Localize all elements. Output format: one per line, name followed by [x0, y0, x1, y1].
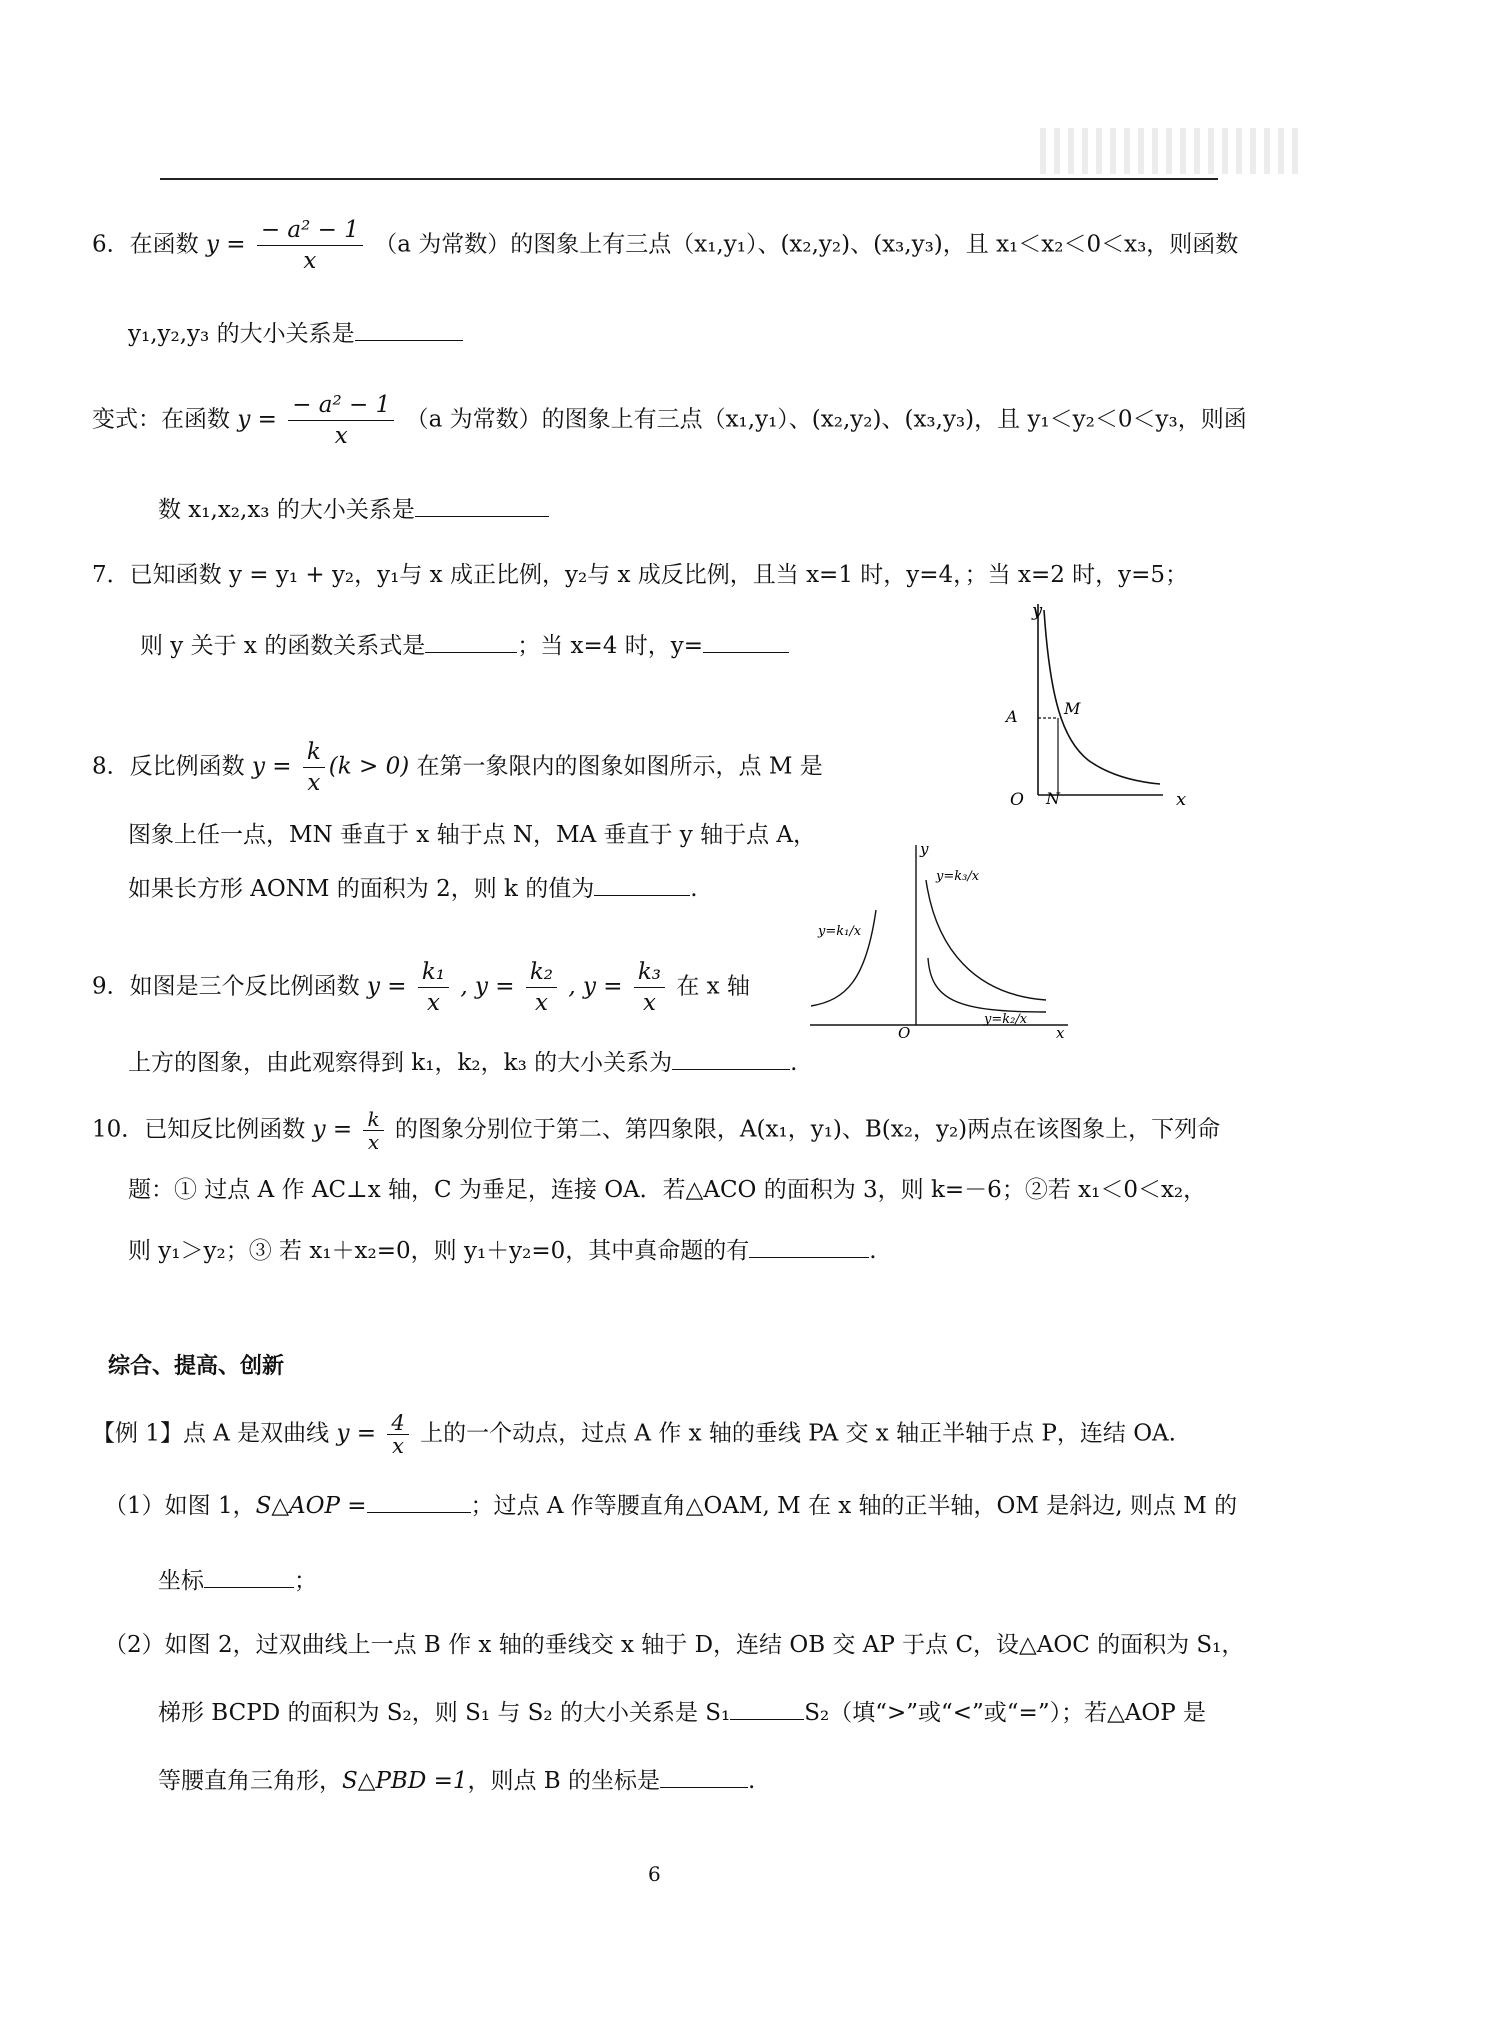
q8-lhs: y =	[251, 753, 292, 780]
q6-line2	[128, 318, 463, 349]
q8-m-label: M	[1064, 699, 1081, 718]
q9-fraction-3: $\frac{\text{k₃}}{x}$	[634, 957, 665, 1018]
q7-question-b: ；当 x=4 时，y=	[517, 633, 703, 659]
ex1-part2-question-b: S₂（填“>”或“<”或“=”）；若△AOP 是	[804, 1700, 1207, 1726]
ex1-numerator: 4	[387, 1412, 408, 1435]
q8-hyperbola	[1044, 610, 1160, 784]
ex1-part2-line2	[158, 1697, 1206, 1728]
scan-smudge	[1040, 128, 1300, 174]
q6-pre: 6．在函数	[92, 231, 199, 258]
q8-figure	[988, 600, 1188, 810]
ex1-fraction	[387, 1412, 408, 1457]
q7-blank-1[interactable]	[425, 630, 517, 653]
q6-denominator: x	[303, 248, 317, 274]
ex1-part1-text: ；过点 A 作等腰直角△OAM, M 在 x 轴的正半轴，OM 是斜边, 则点 M 的	[470, 1493, 1238, 1519]
q8-y-label: y	[1032, 600, 1043, 621]
q9-fraction-1: $\frac{\text{k₁}}{x}$	[418, 957, 449, 1018]
q10-numerator: k	[363, 1108, 383, 1131]
q8-period: .	[690, 876, 698, 902]
q10-line3	[128, 1235, 877, 1266]
variant-denominator: x	[334, 423, 348, 449]
ex1-line1	[92, 1412, 1176, 1457]
q9-question: 上方的图象，由此观察得到 k₁，k₂，k₃ 的大小关系为	[128, 1050, 673, 1076]
q10-post: 的图象分别位于第二、第四象限，A(x₁，y₁)、B(x₂，y₂)两点在该图象上，下列命	[394, 1116, 1221, 1143]
q8-line1	[92, 737, 823, 798]
q9-period: .	[790, 1050, 798, 1076]
q9-figure	[806, 840, 1078, 1040]
ex1-part2-blank-compare[interactable]	[730, 1697, 804, 1720]
q8-a-label: A	[1006, 707, 1018, 726]
ex1-part2-line1: （2）如图 2，过双曲线上一点 B 作 x 轴的垂线交 x 轴于 D，连结 OB 交 AP 于点 C，设△AOC 的面积为 S₁，	[104, 1632, 1245, 1658]
q6-numerator: − a² − 1	[257, 215, 363, 246]
q10-lhs: y =	[312, 1116, 353, 1143]
q10-pre: 10．已知反比例函数	[92, 1116, 306, 1143]
q6-answer-blank[interactable]	[355, 318, 463, 341]
ex1-post: 上的一个动点，过点 A 作 x 轴的垂线 PA 交 x 轴正半轴于点 P，连结 OA.	[420, 1420, 1176, 1447]
q6-question: y₁,y₂,y₃ 的大小关系是	[128, 321, 355, 347]
variant-line2	[158, 494, 549, 525]
q9-line1	[92, 957, 750, 1018]
q9-curve-k3	[926, 880, 1046, 1000]
ex1-part2-blank-coord[interactable]	[660, 1765, 748, 1788]
q6-post: （a 为常数）的图象上有三点（x₁,y₁）、(x₂,y₂)、(x₃,y₃)，且 x₁＜x₂＜0＜x₃，则函数	[374, 231, 1239, 258]
q9-label-k3: y=k₃/x	[936, 869, 980, 884]
q10-question: 则 y₁＞y₂；③ 若 x₁＋x₂=0，则 y₁＋y₂=0，其中真命题的有	[128, 1238, 750, 1264]
q7-question-a: 则 y 关于 x 的函数关系式是	[140, 633, 426, 659]
q8-line3	[128, 873, 698, 904]
ex1-pre: 【例 1】点 A 是双曲线	[92, 1420, 330, 1447]
ex1-part2-line3: 等腰直角三角形，S△PBD =1，则点 B 的坐标是 .	[158, 1765, 755, 1796]
section-heading: 综合、提高、创新	[108, 1354, 285, 1379]
q8-line2: 图象上任一点，MN 垂直于 x 轴于点 N，MA 垂直于 y 轴于点 A，	[128, 822, 817, 848]
q10-line2: 题：① 过点 A 作 AC⊥x 轴，C 为垂足，连接 OA．若△ACO 的面积为 3，则 k=－6；②若 x₁＜0＜x₂，	[128, 1177, 1207, 1203]
q9-line2	[128, 1047, 797, 1078]
variant-fraction	[288, 390, 394, 451]
ex1-part1-coord-label: 坐标	[158, 1568, 204, 1594]
q8-n-label: N	[1046, 789, 1060, 808]
variant-answer-blank[interactable]	[415, 494, 549, 517]
q6-line1	[92, 215, 1238, 276]
variant-question: 数 x₁,x₂,x₃ 的大小关系是	[158, 497, 415, 523]
ex1-part1-blank-1[interactable]	[367, 1490, 471, 1513]
q9-answer-blank[interactable]	[672, 1047, 790, 1070]
q9-f2-lhs: , y =	[460, 973, 515, 1000]
q9-y-label: y	[920, 840, 929, 858]
q10-period: .	[869, 1238, 877, 1264]
ex1-part1-line1	[104, 1490, 1237, 1521]
q6-lhs: y =	[205, 231, 246, 258]
q8-question: 如果长方形 AONM 的面积为 2，则 k 的值为	[128, 876, 595, 902]
q7-line1: 7．已知函数 y = y₁ + y₂，y₁与 x 成正比例，y₂与 x 成反比例，且当 x=1 时，y=4，；当 x=2 时，y=5；	[92, 562, 1189, 588]
ex1-part1-line2: 坐标 ；	[158, 1565, 317, 1596]
page-number: 6	[648, 1862, 661, 1886]
q8-denominator: x	[307, 770, 321, 796]
q9-x-label: x	[1056, 1024, 1065, 1040]
ex1-lhs: y =	[336, 1420, 377, 1447]
q10-answer-blank[interactable]	[749, 1235, 869, 1258]
q9-f3-lhs: , y =	[568, 973, 623, 1000]
ex1-part1-blank-2[interactable]	[204, 1565, 294, 1588]
q8-post: 在第一象限内的图象如图所示，点 M 是	[416, 753, 823, 780]
q8-numerator: k	[303, 737, 325, 768]
q9-label-k1: y=k₁/x	[818, 924, 862, 939]
q9-label-k2: y=k₂/x	[984, 1012, 1028, 1027]
ex1-part2-question-a: 梯形 BCPD 的面积为 S₂，则 S₁ 与 S₂ 的大小关系是 S₁	[158, 1700, 731, 1726]
q7-line2	[140, 630, 789, 661]
variant-line1	[92, 390, 1247, 451]
q9-pre: 9．如图是三个反比例函数	[92, 973, 360, 1000]
q6-fraction	[257, 215, 363, 276]
q10-denominator: x	[367, 1130, 380, 1154]
variant-pre: 变式：在函数	[92, 406, 230, 433]
q9-f1-lhs: y =	[366, 973, 407, 1000]
q10-fraction	[363, 1108, 383, 1153]
variant-numerator: − a² − 1	[288, 390, 394, 421]
variant-lhs: y =	[237, 406, 277, 433]
q8-answer-blank[interactable]	[594, 873, 690, 896]
q9-post: 在 x 轴	[676, 973, 750, 1000]
ex1-part2-area: S△PBD =1	[342, 1768, 468, 1794]
q10-line1	[92, 1108, 1220, 1153]
ex1-part2-question-c: 等腰直角三角形，	[158, 1768, 342, 1794]
q7-blank-2[interactable]	[703, 630, 789, 653]
ex1-part1-area: S△AOP =	[255, 1493, 367, 1519]
ex1-denominator: x	[392, 1434, 404, 1458]
q8-x-label: x	[1176, 789, 1187, 810]
q9-fraction-2: $\frac{\text{k₂}}{x}$	[526, 957, 557, 1018]
q8-condition: (k > 0)	[328, 753, 410, 780]
variant-post: （a 为常数）的图象上有三点（x₁,y₁）、(x₂,y₂)、(x₃,y₃)，且 y₁＜y₂＜0＜y₃，则函	[405, 406, 1247, 433]
q8-pre: 8．反比例函数	[92, 753, 245, 780]
q8-fraction	[303, 737, 325, 798]
ex1-part2-question-d: ，则点 B 的坐标是	[467, 1768, 661, 1794]
q9-curve-k2	[928, 958, 1046, 1012]
header-rule	[160, 178, 1218, 180]
ex1-part1-label: （1）如图 1，	[104, 1493, 256, 1519]
q9-o-label: O	[898, 1024, 911, 1040]
q8-o-label: O	[1010, 790, 1024, 810]
